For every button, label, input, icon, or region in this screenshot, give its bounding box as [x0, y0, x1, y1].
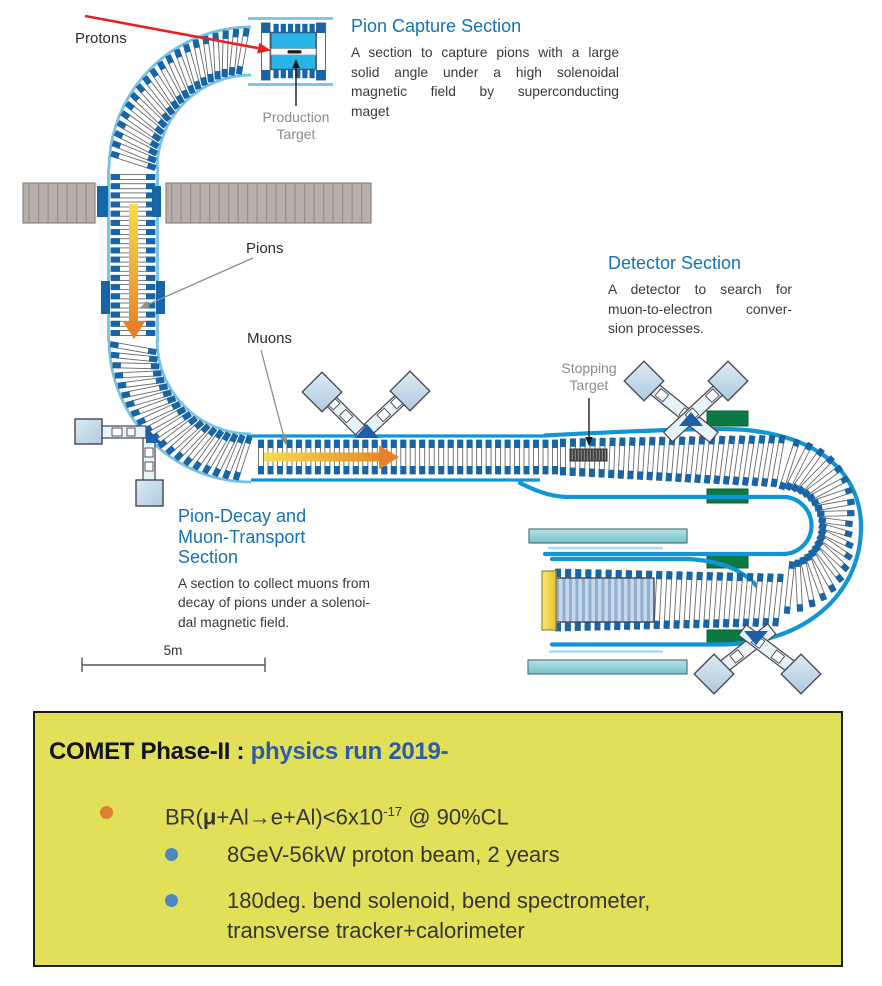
pion-capture-heading: Pion Capture Section: [351, 16, 522, 36]
detector-annotation: [608, 253, 792, 339]
solenoid-coil: [258, 440, 264, 474]
solenoid-coil: [115, 370, 161, 378]
stopping-target-label: Stopping Target: [561, 360, 617, 393]
solenoid-coil: [743, 573, 754, 627]
muon-beam-arrow: [264, 446, 399, 470]
support-structure-left: [75, 419, 163, 506]
solenoid-coil: [675, 437, 685, 482]
solenoid-coil: [673, 572, 682, 629]
scale-label: 5m: [163, 643, 183, 658]
solenoid-coil: [664, 571, 673, 628]
solenoid-coil: [772, 574, 783, 626]
solenoid-coil: [448, 440, 454, 474]
solenoid-coil: [457, 440, 463, 474]
protons-label: Protons: [75, 30, 127, 47]
shield-bar-upper: [529, 529, 687, 543]
lower-bend-coils: [110, 341, 253, 480]
bullet-dot-level2: [165, 848, 178, 861]
pions-label: Pions: [246, 240, 284, 257]
production-target-pointer: [292, 59, 300, 106]
solenoid-coil: [419, 440, 425, 474]
solenoid-coil: [543, 440, 549, 474]
stopping-target-pointer: [585, 398, 593, 446]
production-target: [288, 50, 302, 53]
solenoid-coil: [113, 362, 159, 369]
pion-capture-solenoid: [262, 23, 326, 80]
proton-beam-bullet: 8GeV-56kW proton beam, 2 years: [227, 842, 560, 867]
capture-bend-coils: [110, 28, 249, 171]
stopping-target: [570, 449, 607, 461]
solenoid-coil: [762, 574, 773, 627]
solenoid-coil: [111, 174, 155, 180]
solenoid-coil: [656, 437, 665, 481]
muons-label: Muons: [247, 330, 293, 347]
solenoid-coil: [733, 573, 744, 627]
solenoid-coil: [704, 436, 716, 483]
spectrometer-bullet: 180deg. bend solenoid, bend spectrometer, transverse tracker+calorimeter: [227, 888, 651, 943]
detector-tracker: [542, 571, 654, 630]
solenoid-coil: [713, 572, 723, 627]
solenoid-coil: [723, 573, 733, 628]
solenoid-coil: [703, 572, 713, 627]
collimator-block: [97, 186, 108, 217]
solenoid-coil: [111, 192, 155, 198]
pion-capture-annotation: [351, 16, 619, 121]
solenoid-coil: [524, 440, 530, 474]
collimator-block: [101, 281, 110, 314]
solenoid-coil: [514, 440, 520, 474]
solenoid-coil: [817, 510, 854, 517]
branching-ratio-bullet: $BR(\mu+Al\to e+Al)<6x10^{-17}$ @ 90%CL: [165, 804, 509, 830]
pion-decay-description: A section to collect muons from decay of pions under a solenoi- dal magnetic field.: [178, 575, 370, 630]
solenoid-coil: [694, 436, 705, 483]
bullet-dot-level1: [100, 806, 113, 819]
support-foot: [136, 480, 163, 506]
scale-bar: [82, 658, 265, 673]
solenoid-coil: [685, 436, 696, 482]
summary-title-black: COMET Phase-II :: [49, 738, 251, 765]
solenoid-coil: [637, 437, 646, 479]
calorimeter-endcap: [542, 571, 556, 630]
solenoid-coil: [560, 439, 566, 475]
solenoid-coil: [683, 572, 692, 628]
solenoid-coil: [713, 436, 725, 484]
solenoid-coil: [646, 437, 655, 480]
solenoid-coil: [618, 438, 626, 479]
solenoid-coil: [476, 440, 482, 474]
support-foot: [75, 419, 102, 444]
solenoid-coil: [486, 440, 492, 474]
solenoid-coil: [654, 571, 663, 629]
solenoid-coil: [467, 440, 473, 474]
solenoid-coil: [608, 438, 616, 478]
solenoid-coil: [505, 440, 511, 474]
magnet-yoke-block: [707, 411, 748, 426]
solenoid-coil: [438, 440, 444, 474]
shield-wall: [23, 183, 371, 223]
solenoid-coil: [693, 572, 703, 628]
solenoid-coil: [429, 440, 435, 474]
solenoid-coil: [410, 440, 416, 474]
shield-bar-lower: [528, 660, 687, 674]
pion-capture-description: A section to capture pions with a large solid angle under a high solenoidal magnetic field by superconducting maget: [351, 45, 619, 119]
solenoid-coil: [533, 440, 539, 474]
solenoid-coil: [495, 440, 501, 474]
solenoid-coil: [222, 31, 229, 77]
comet-phase2-summary-box: [33, 711, 843, 967]
muons-pointer: [261, 350, 287, 445]
summary-title-blue: physics run 2019-: [250, 738, 449, 765]
detector-heading: Detector Section: [608, 253, 742, 273]
solenoid-coil: [552, 440, 558, 474]
solenoid-coil: [784, 561, 795, 613]
solenoid-coil: [400, 440, 406, 474]
solenoid-coil: [111, 183, 155, 189]
bullet-dot-level2: [165, 894, 178, 907]
pion-decay-annotation: [178, 506, 370, 632]
detector-description: A detector to search for muon-to-electron conver- sion processes.: [608, 282, 792, 336]
summary-title: [49, 738, 448, 766]
solenoid-coil: [627, 438, 635, 479]
pion-decay-heading: Pion-Decay and Muon-Transport Section: [178, 506, 307, 567]
solenoid-coil: [666, 437, 676, 481]
production-target-label: Production Target: [262, 109, 330, 142]
